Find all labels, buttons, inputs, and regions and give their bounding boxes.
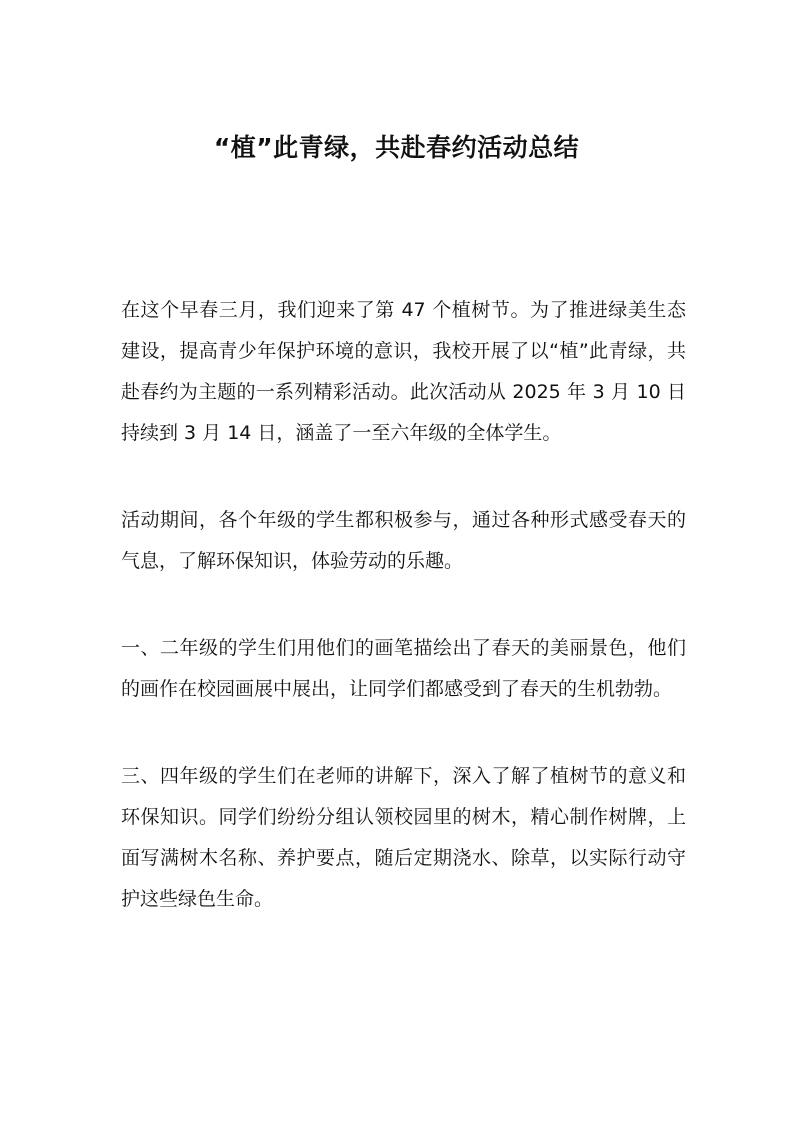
- paragraph-activity-period: 活动期间，各个年级的学生都积极参与，通过各种形式感受春天的气息，了解环保知识，体验劳动的乐趣。: [121, 509, 686, 572]
- document-body: [121, 290, 686, 966]
- paragraph-grades-3-4: 三、四年级的学生们在老师的讲解下，深入了解了植树节的意义和环保知识。同学们纷纷分组认领校园里的树木，精心制作树牌，上面写满树木名称、养护要点，随后定期浇水、除草，以实际行动守护这些绿色生命。: [121, 765, 686, 910]
- document-title: “植”此青绿，共赴春约活动总结: [213, 133, 580, 162]
- paragraph-intro: 在这个早春三月，我们迎来了第 47 个植树节。为了推进绿美生态建设，提高青少年保护环境的意识，我校开展了以“植”此青绿，共赴春约为主题的一系列精彩活动。此次活动从 2025 年 3 月 10 日持续到 3 月 14 日，涵盖了一至六年级的全体学生。: [121, 299, 686, 444]
- paragraph-grades-1-2: 一、二年级的学生们用他们的画笔描绘出了春天的美丽景色，他们的画作在校园画展中展出，让同学们都感受到了春天的生机勃勃。: [121, 637, 686, 700]
